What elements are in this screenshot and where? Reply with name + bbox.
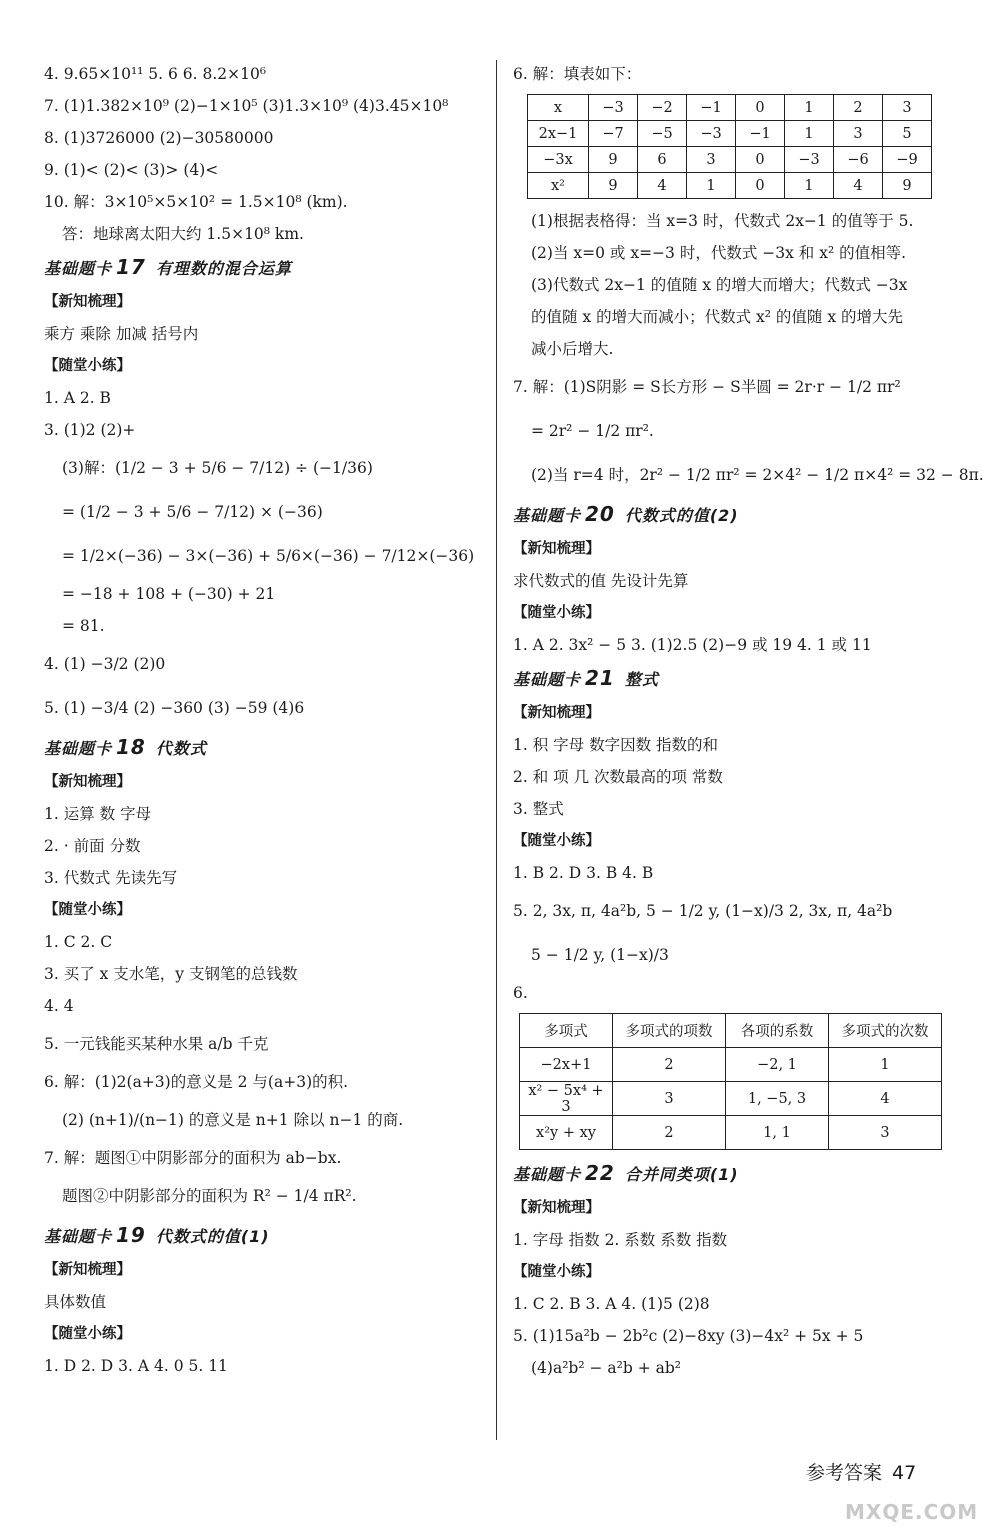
table-cell: 6 (638, 147, 687, 173)
table-cell: −6 (834, 147, 883, 173)
answer-line: 2. 和 项 几 次数最高的项 常数 (513, 768, 723, 786)
answer-line: = −18 + 108 + (−30) + 21 (62, 585, 276, 603)
answer-line: 7. 解：题图①中阴影部分的面积为 ab−bx. (44, 1149, 342, 1167)
table-row (520, 1116, 942, 1150)
table-row (528, 95, 932, 121)
table-cell: −1 (687, 95, 736, 121)
table-cell: 1 (785, 173, 834, 199)
table-cell: 0 (736, 95, 785, 121)
answer-line: 1. A 2. 3x² − 5 3. (1)2.5 (2)−9 或 19 4. 1 或 11 (513, 636, 872, 654)
table-cell: −3 (785, 147, 834, 173)
answer-line: 的值随 x 的增大而减小；代数式 x² 的值随 x 的增大先 (531, 308, 904, 326)
table-cell: 9 (883, 173, 932, 199)
section-name: 有理数的混合运算 (155, 259, 292, 278)
section-name: 整式 (624, 670, 659, 689)
subheading-new-knowledge: 【新知梳理】 (513, 541, 600, 557)
table-row (520, 1014, 942, 1048)
table-cell: −7 (589, 121, 638, 147)
table-cell: 5 (883, 121, 932, 147)
table-cell: 多项式的项数 (613, 1014, 726, 1048)
table-cell: 9 (589, 173, 638, 199)
table-cell: 2 (613, 1048, 726, 1082)
table-row (528, 121, 932, 147)
table-cell: 3 (687, 147, 736, 173)
answer-line: = 1/2×(−36) − 3×(−36) + 5/6×(−36) − 7/12×(−36) (62, 547, 475, 565)
answer-line: 1. 字母 指数 2. 系数 系数 指数 (513, 1231, 728, 1249)
table-row (520, 1048, 942, 1082)
answer-line: 2. · 前面 分数 (44, 837, 141, 855)
section-name: 代数式的值(2) (624, 506, 739, 525)
left-column (44, 58, 484, 1382)
answer-line: 1. C 2. C (44, 933, 113, 951)
section-name: 合并同类项(1) (624, 1165, 739, 1184)
answer-line: 4. (1) −3/2 (2)0 (44, 655, 166, 673)
subheading-practice: 【随堂小练】 (513, 1264, 600, 1280)
answer-line: 10. 解：3×10⁵×5×10² = 1.5×10⁸ (km). (44, 193, 348, 211)
answer-line: 4. 4 (44, 997, 74, 1015)
answer-line: 1. A 2. B (44, 389, 111, 407)
table-cell: 3 (829, 1116, 942, 1150)
table-cell: 3 (883, 95, 932, 121)
section-title-20 (513, 497, 973, 533)
table-cell: 1, 1 (726, 1116, 829, 1150)
subheading-new-knowledge: 【新知梳理】 (44, 294, 131, 310)
section-number: 20 (585, 502, 615, 526)
table-cell: −2x+1 (520, 1048, 613, 1082)
table-row (528, 173, 932, 199)
answer-line: 6. (513, 984, 528, 1002)
section-prefix: 基础题卡 (513, 670, 582, 689)
table-cell: −2, 1 (726, 1048, 829, 1082)
answer-line: = 2r² − 1/2 πr². (531, 422, 654, 440)
table-cell: −9 (883, 147, 932, 173)
table-cell: 4 (638, 173, 687, 199)
section-prefix: 基础题卡 (44, 259, 113, 278)
answer-line: (1)根据表格得：当 x=3 时，代数式 2x−1 的值等于 5. (531, 212, 914, 230)
subheading-practice: 【随堂小练】 (44, 1326, 131, 1342)
table-cell: x²y + xy (520, 1116, 613, 1150)
answer-line: 3. 买了 x 支水笔，y 支钢笔的总钱数 (44, 965, 298, 983)
table-cell: −5 (638, 121, 687, 147)
subheading-new-knowledge: 【新知梳理】 (513, 1200, 600, 1216)
answer-line: 3. (1)2 (2)+ (44, 421, 136, 439)
table-cell: 4 (829, 1082, 942, 1116)
footer-label: 参考答案 (806, 1462, 883, 1484)
table-cell: 3 (834, 121, 883, 147)
table-cell: 0 (736, 173, 785, 199)
answer-line: 5. (1)15a²b − 2b²c (2)−8xy (3)−4x² + 5x + 5 (513, 1327, 864, 1345)
table-cell: 2 (834, 95, 883, 121)
answer-line: 题图②中阴影部分的面积为 R² − 1/4 πR². (62, 1187, 357, 1205)
table-cell: 1 (687, 173, 736, 199)
page-number: 47 (892, 1462, 917, 1484)
table-cell: −3x (528, 147, 589, 173)
answer-line: 8. (1)3726000 (2)−30580000 (44, 129, 274, 147)
table-cell: x² (528, 173, 589, 199)
section-number: 22 (585, 1161, 615, 1185)
right-column (513, 58, 984, 1384)
table-cell: 3 (613, 1082, 726, 1116)
table-cell: 各项的系数 (726, 1014, 829, 1048)
subheading-practice: 【随堂小练】 (513, 833, 600, 849)
table-cell: −2 (638, 95, 687, 121)
section-prefix: 基础题卡 (44, 739, 113, 758)
subheading-new-knowledge: 【新知梳理】 (44, 774, 131, 790)
table-cell: −1 (736, 121, 785, 147)
table-row (520, 1082, 942, 1116)
section-prefix: 基础题卡 (44, 1227, 113, 1246)
watermark-logo: MXQE.COM (845, 1500, 979, 1524)
polynomial-table (519, 1013, 942, 1150)
answer-line: = 81. (62, 617, 105, 635)
answer-line: 1. 运算 数 字母 (44, 805, 152, 823)
answer-line: (4)a²b² − a²b + ab² (531, 1359, 681, 1377)
answer-line: 求代数式的值 先设计先算 (513, 572, 689, 590)
answer-line: 答：地球离太阳大约 1.5×10⁸ km. (62, 225, 304, 243)
page-footer (806, 1458, 916, 1485)
value-table (527, 94, 932, 199)
table-cell: −3 (687, 121, 736, 147)
answer-line: 6. 解：填表如下： (513, 65, 642, 83)
answer-line: = (1/2 − 3 + 5/6 − 7/12) × (−36) (62, 503, 323, 521)
answer-line: 9. (1)< (2)< (3)> (4)< (44, 161, 219, 179)
answer-line: 4. 9.65×10¹¹ 5. 6 6. 8.2×10⁶ (44, 65, 267, 83)
section-title-22 (513, 1156, 973, 1192)
answer-line: 具体数值 (44, 1293, 107, 1311)
section-title-17 (44, 250, 484, 286)
section-prefix: 基础题卡 (513, 1165, 582, 1184)
section-prefix: 基础题卡 (513, 506, 582, 525)
table-cell: 1 (829, 1048, 942, 1082)
subheading-practice: 【随堂小练】 (44, 358, 131, 374)
table-cell: 1 (785, 121, 834, 147)
answer-line: (3)解：(1/2 − 3 + 5/6 − 7/12) ÷ (−1/36) (62, 459, 373, 477)
table-cell: 2x−1 (528, 121, 589, 147)
answer-line: (2)当 x=0 或 x=−3 时，代数式 −3x 和 x² 的值相等. (531, 244, 907, 262)
column-divider (496, 60, 497, 1440)
answer-line: 5. 一元钱能买某种水果 a/b 千克 (44, 1035, 269, 1053)
table-row (528, 147, 932, 173)
answer-line: 3. 代数式 先读先写 (44, 869, 178, 887)
section-number: 17 (116, 255, 146, 279)
answer-line: (2)当 r=4 时，2r² − 1/2 πr² = 2×4² − 1/2 π×4² = 32 − 8π. (531, 466, 984, 484)
subheading-practice: 【随堂小练】 (44, 902, 131, 918)
answer-line: 7. (1)1.382×10⁹ (2)−1×10⁵ (3)1.3×10⁹ (4)3.45×10⁸ (44, 97, 449, 115)
section-number: 19 (116, 1223, 146, 1247)
table-cell: 4 (834, 173, 883, 199)
table-cell: x² − 5x⁴ + 3 (520, 1082, 613, 1116)
answer-line: 5. 2, 3x, π, 4a²b, 5 − 1/2 y, (1−x)/3 2, 3x, π, 4a²b (513, 902, 893, 920)
section-name: 代数式 (155, 739, 207, 758)
subheading-practice: 【随堂小练】 (513, 605, 600, 621)
table-cell: 2 (613, 1116, 726, 1150)
section-number: 21 (585, 666, 615, 690)
answer-line: 5 − 1/2 y, (1−x)/3 (531, 946, 669, 964)
answer-line: 6. 解：(1)2(a+3)的意义是 2 与(a+3)的积. (44, 1073, 349, 1091)
table-cell: 1, −5, 3 (726, 1082, 829, 1116)
answer-line: 1. D 2. D 3. A 4. 0 5. 11 (44, 1357, 228, 1375)
subheading-new-knowledge: 【新知梳理】 (513, 705, 600, 721)
table-cell: 9 (589, 147, 638, 173)
subheading-new-knowledge: 【新知梳理】 (44, 1262, 131, 1278)
answer-line: 减小后增大. (531, 340, 614, 358)
section-title-19 (44, 1218, 484, 1254)
answer-line: (3)代数式 2x−1 的值随 x 的增大而增大；代数式 −3x (531, 276, 908, 294)
section-title-21 (513, 661, 973, 697)
answer-line: 乘方 乘除 加减 括号内 (44, 325, 199, 343)
answer-line: 1. C 2. B 3. A 4. (1)5 (2)8 (513, 1295, 710, 1313)
section-name: 代数式的值(1) (155, 1227, 270, 1246)
table-cell: 多项式 (520, 1014, 613, 1048)
table-cell: x (528, 95, 589, 121)
answer-line: (2) (n+1)/(n−1) 的意义是 n+1 除以 n−1 的商. (62, 1111, 404, 1129)
answer-line: 3. 整式 (513, 800, 564, 818)
section-number: 18 (116, 735, 146, 759)
answer-line: 1. B 2. D 3. B 4. B (513, 864, 654, 882)
answer-line: 7. 解：(1)S阴影 = S长方形 − S半圆 = 2r·r − 1/2 πr² (513, 378, 901, 396)
answer-line: 1. 积 字母 数字因数 指数的和 (513, 736, 718, 754)
table-cell: 1 (785, 95, 834, 121)
answer-line: 5. (1) −3/4 (2) −360 (3) −59 (4)6 (44, 699, 305, 717)
table-cell: 0 (736, 147, 785, 173)
section-title-18 (44, 730, 484, 766)
table-cell: −3 (589, 95, 638, 121)
table-cell: 多项式的次数 (829, 1014, 942, 1048)
